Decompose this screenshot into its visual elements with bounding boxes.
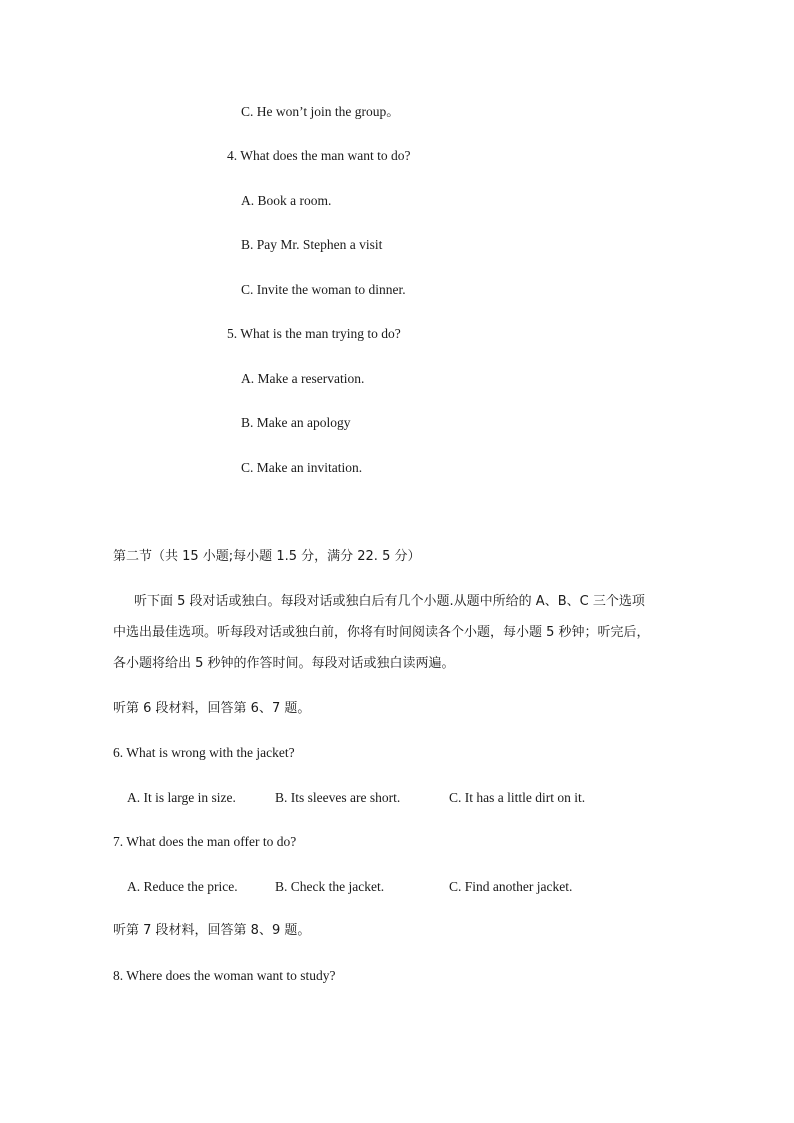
q7-option-b: B. Check the jacket.: [275, 879, 385, 894]
q7-option-a: A. Reduce the price.: [127, 879, 238, 894]
section2-instructions-line-3: 各小题将给出 5 秒钟的作答时间。每段对话或独白读两遍。: [113, 656, 455, 671]
q5-option-a: A. Make a reservation.: [241, 371, 365, 386]
material-6-label: 听第 6 段材料，回答第 6、7 题。: [113, 701, 311, 716]
q3-option-c: C. He won’t join the group。: [241, 104, 400, 119]
q7-question: 7. What does the man offer to do?: [113, 834, 297, 849]
q8-question: 8. Where does the woman want to study?: [113, 968, 336, 983]
section2-instructions-line-2: 中选出最佳选项。听每段对话或独白前，你将有时间阅读各个小题，每小题 5 秒钟；听完后，: [113, 625, 650, 640]
q6-option-b: B. Its sleeves are short.: [275, 790, 401, 805]
q4-option-c: C. Invite the woman to dinner.: [241, 282, 406, 297]
q4-option-a: A. Book a room.: [241, 193, 332, 208]
material-7-label: 听第 7 段材料，回答第 8、9 题。: [113, 923, 311, 938]
q6-option-a: A. It is large in size.: [127, 790, 236, 805]
q4-question: 4. What does the man want to do?: [227, 148, 411, 163]
section2-heading: 第二节（共 15 小题;每小题 1.5 分，满分 22. 5 分）: [113, 549, 421, 564]
q7-option-c: C. Find another jacket.: [449, 879, 573, 894]
q5-option-b: B. Make an apology: [241, 415, 351, 430]
q6-question: 6. What is wrong with the jacket?: [113, 745, 295, 760]
q6-options: [0, 789, 794, 807]
q7-options: [0, 878, 794, 896]
q5-question: 5. What is the man trying to do?: [227, 326, 401, 341]
q5-option-c: C. Make an invitation.: [241, 460, 363, 475]
q6-option-c: C. It has a little dirt on it.: [449, 790, 586, 805]
section2-instructions-line-1: 听下面 5 段对话或独白。每段对话或独白后有几个小题.从题中所给的 A、B、C 三个选项: [134, 594, 645, 609]
q4-option-b: B. Pay Mr. Stephen a visit: [241, 237, 383, 252]
